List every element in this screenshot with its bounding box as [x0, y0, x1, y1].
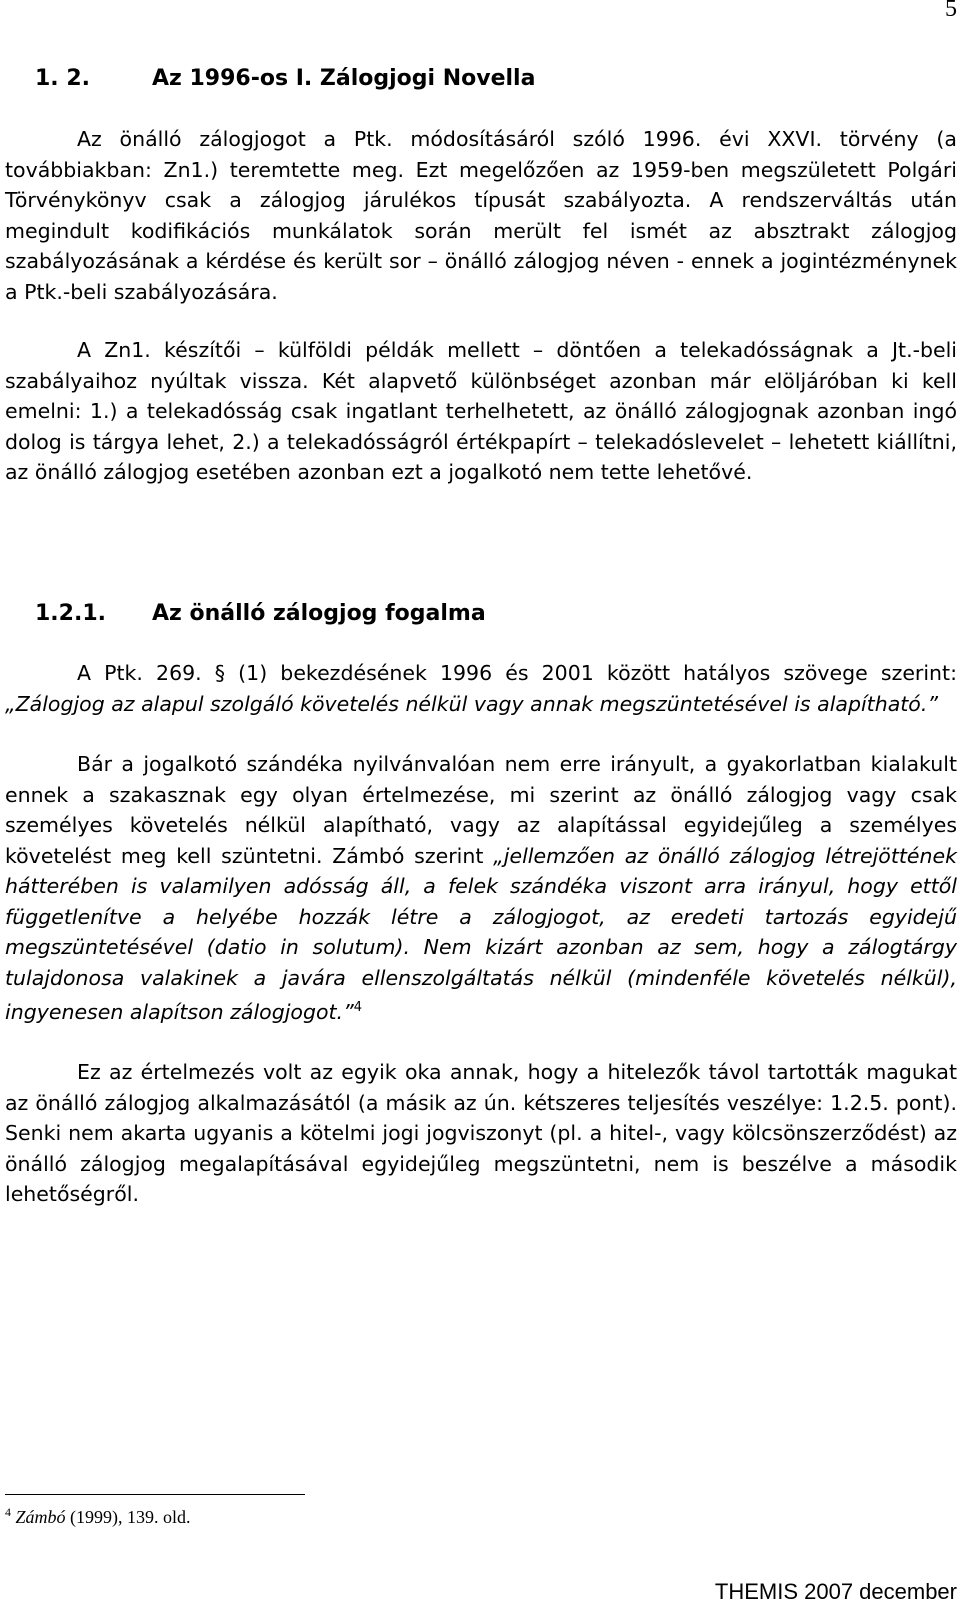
subsection-number: 1.2.1. [35, 601, 106, 626]
paragraph-4-lead: Bár a jogalkotó szándéka nyilvánvalóan nem erre irányult, a gyakorlatban kialakult ennek a szakasznak egy olyan értelmezése, mi szerint az önálló zálogjog vagy csak személyes követelés nélkül alapítható, vagy az alapítással egyidejűleg a személyes követelést meg kell szüntetni. Zámbó szerint [5, 752, 957, 868]
footnote-number: 4 [5, 1505, 11, 1519]
paragraph-4-quote: „jellemzően az önálló zálogjog létrejöttének hátterében is valamilyen adósság áll, a felek szándéka viszont arra irányul, hogy ettől függetlenítve a helyébe hozzák létre a zálogjogot, az eredeti tartozás egyidejű megszüntetésével (datio in solutum). Nem kizárt azonban az sem, hogy a zálogtárgy tulajdonosa valakinek a javára ellenszolgáltatás nélkül (mindenféle követelés nélkül), ingyenesen alapítson zálogjogot.” [5, 843, 957, 1024]
page-number: 5 [945, 0, 957, 22]
paragraph-3-quote: „Zálogjog az alapul szolgáló követelés nélkül vagy annak megszüntetésével is alapítható.” [5, 691, 938, 716]
paragraph-3-lead: A Ptk. 269. § (1) bekezdésének 1996 és 2001 között hatályos szövege szerint: [77, 661, 957, 685]
page-footer: THEMIS 2007 december [714, 1579, 957, 1604]
paragraph-2: A Zn1. készítői – külföldi példák mellett – döntően a telekadósságnak a Jt.-beli szabályaihoz nyúltak vissza. Két alapvető különbséget azonban már elöljáróban ki kell emelni: 1.) a telekadósság csak ingatlant terhelhetett, az önálló zálogjognak azonban ingó dolog is tárgya lehet, 2.) a telekadósságról értékpapírt – telekadóslevelet – lehetett kiállítni, az önálló zálogjog esetében azonban ezt a jogalkotó nem tette lehetővé. [5, 338, 957, 484]
section-heading [35, 66, 535, 91]
paragraph-3 [5, 658, 957, 719]
subsection-title: Az önálló zálogjog fogalma [152, 601, 486, 626]
footnote-text: (1999), 139. old. [65, 1507, 191, 1527]
subsection-heading [35, 601, 486, 626]
body-block-1 [5, 124, 957, 488]
footnote [5, 1505, 191, 1528]
paragraph-5: Ez az értelmezés volt az egyik oka annak, hogy a hitelezők távol tartották magukat az önálló zálogjog alkalmazásától (a másik az ún. kétszeres teljesítés veszélye: 1.2.5. pont). Senki nem akarta ugyanis a kötelmi jogi jogviszonyt (pl. a hitel-, vagy kölcsönszerződést) az önálló zálogjog megalapításával egyidejűleg megszüntetni, nem is beszélve a második lehetőségről. [5, 1060, 957, 1207]
footnote-ref: 4 [353, 1000, 362, 1015]
body-block-2 [5, 658, 957, 1210]
footnote-author: Zámbó [15, 1507, 66, 1527]
footnote-divider [5, 1494, 305, 1495]
paragraph-1: Az önálló zálogjogot a Ptk. módosításáról szóló 1996. évi XXVI. törvény (a továbbiakban: Zn1.) teremtette meg. Ezt megelőzően az 1959-ben megszületett Polgári Törvénykönyv csak a zálogjog járulékos típusát szabályozta. A rendszerváltás után megindult kodifikációs munkálatok során merült fel ismét az absztrakt zálogjog szabályozásának a kérdése és került sor – önálló zálogjog néven - ennek a jogintézménynek a Ptk.-beli szabályozására. [5, 127, 957, 304]
section-title: Az 1996-os I. Zálogjogi Novella [152, 66, 536, 91]
section-number: 1. 2. [35, 66, 90, 91]
paragraph-4 [5, 749, 957, 1027]
